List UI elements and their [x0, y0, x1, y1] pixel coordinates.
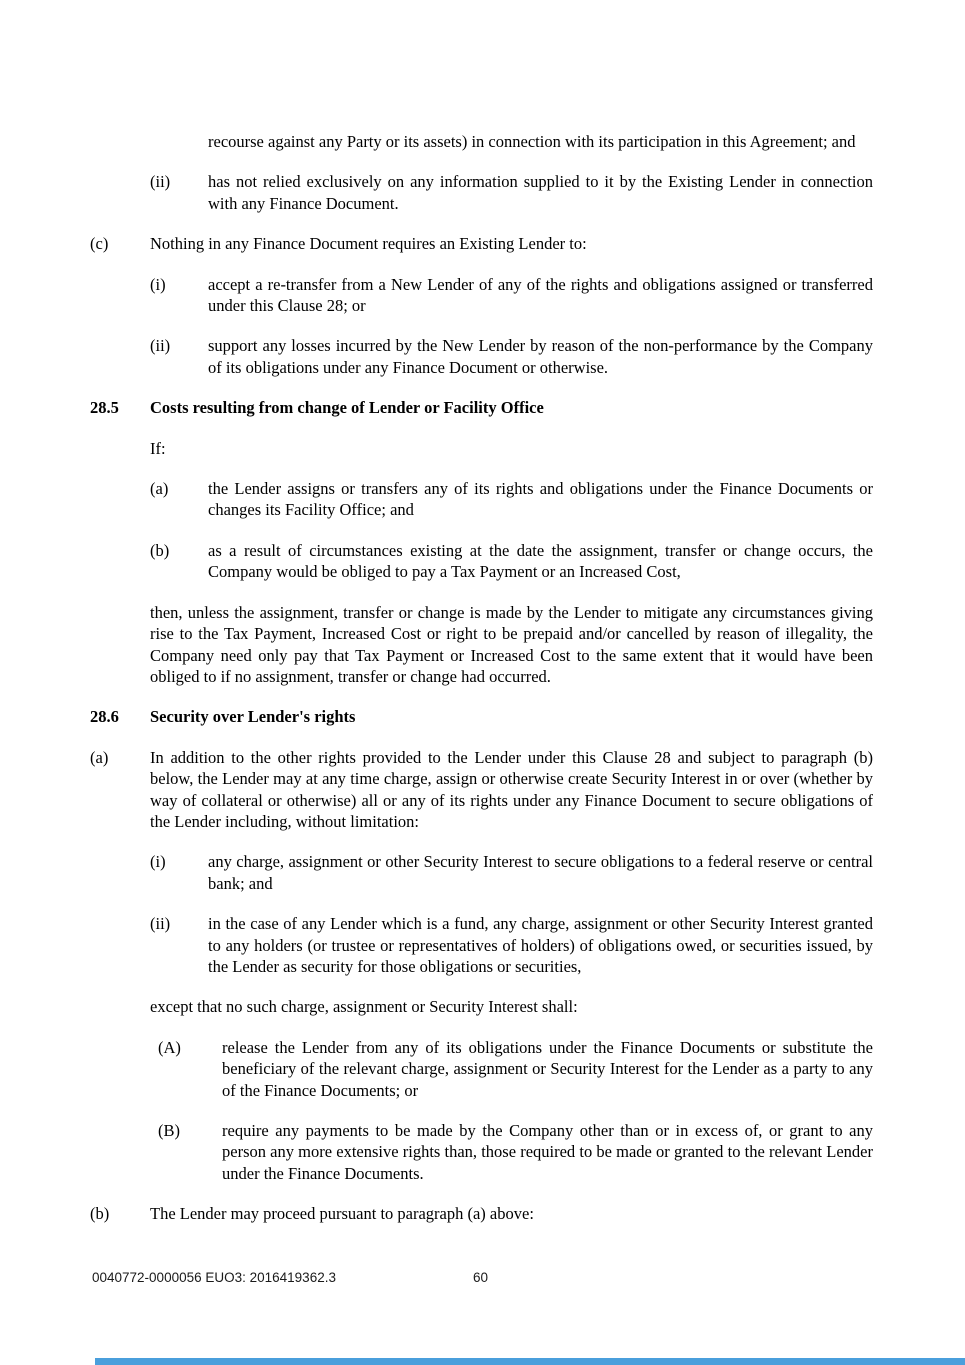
- clause-number: 28.6: [90, 707, 119, 727]
- paragraph-text: In addition to the other rights provided to the Lender under this Clause 28 and subject to paragraph (b) below, the Lender may at any time charge, assign or otherwise create Security Interest in or over (whether by way of collateral or otherwise) all or any of its rights under any Finance Document to secure obligations of the Lender including, without limitation:: [150, 747, 873, 831]
- list-marker: (i): [150, 852, 166, 872]
- paragraph-block: [0, 171, 873, 214]
- paragraph-text: except that no such charge, assignment or Security Interest shall:: [150, 997, 578, 1017]
- list-marker: (b): [90, 1204, 110, 1224]
- list-marker: (a): [150, 479, 169, 499]
- paragraph-text: The Lender may proceed pursuant to paragraph (a) above:: [150, 1204, 534, 1224]
- paragraph-block: [0, 335, 873, 378]
- paragraph-text: recourse against any Party or its assets) in connection with its participation in this Agreement; and: [208, 132, 856, 151]
- paragraph-block: [0, 233, 873, 254]
- paragraph-block: [0, 851, 873, 894]
- document-reference: 0040772-0000056 EUO3: 2016419362.3: [92, 1270, 336, 1285]
- paragraph-block: [0, 1203, 873, 1224]
- paragraph-text: any charge, assignment or other Security Interest to secure obligations to a federal reserve or central bank; and: [208, 852, 873, 893]
- section-heading: [0, 397, 873, 418]
- paragraph-block: [0, 274, 873, 317]
- selection-highlight-bar: [95, 1358, 965, 1365]
- list-marker: (A): [158, 1037, 181, 1057]
- list-marker: (c): [90, 234, 109, 254]
- paragraph-block: [0, 540, 873, 583]
- doc-body: [0, 131, 965, 1244]
- paragraph-block: [0, 131, 873, 152]
- paragraph-text: support any losses incurred by the New Lender by reason of the non-performance by the Company of its obligations under any Finance Document or otherwise.: [208, 336, 873, 377]
- list-marker: (B): [158, 1121, 180, 1140]
- paragraph-text: as a result of circumstances existing at the date the assignment, transfer or change occurs, the Company would be obliged to pay a Tax Payment or an Increased Cost,: [208, 540, 873, 582]
- list-marker: (b): [150, 540, 170, 560]
- paragraph-block: [0, 747, 873, 833]
- paragraph-block: [0, 602, 873, 688]
- page-number: 60: [473, 1270, 489, 1285]
- paragraph-text: accept a re-transfer from a New Lender of any of the rights and obligations assigned or transferred under this Clause 28; or: [208, 274, 873, 316]
- paragraph-block: [0, 996, 873, 1017]
- paragraph-block: [0, 438, 873, 459]
- paragraph-text: release the Lender from any of its obligations under the Finance Documents or substitute the beneficiary of the relevant charge, assignment or Security Interest for the Lender as a party to any of the Finance Documents; or: [222, 1037, 873, 1100]
- paragraph-text: then, unless the assignment, transfer or change is made by the Lender to mitigate any circumstances giving rise to the Tax Payment, Increased Cost or right to be prepaid and/or cancelled by reason of illegality, the Company need only pay that Tax Payment or Increased Cost to the same extent that it would have been obliged to if no assignment, transfer or change had occurred.: [150, 602, 873, 686]
- list-marker: (i): [150, 274, 166, 294]
- list-marker: (ii): [150, 336, 171, 356]
- list-marker: (a): [90, 747, 109, 767]
- section-heading: [0, 706, 873, 727]
- heading-text: Security over Lender's rights: [150, 707, 356, 727]
- list-marker: (ii): [150, 914, 171, 934]
- paragraph-text: If:: [150, 438, 166, 458]
- paragraph-block: [0, 1037, 873, 1101]
- paragraph-block: [0, 913, 873, 977]
- paragraph-text: Nothing in any Finance Document requires an Existing Lender to:: [150, 234, 587, 254]
- clause-number: 28.5: [90, 398, 119, 418]
- paragraph-text: the Lender assigns or transfers any of its rights and obligations under the Finance Documents or changes its Facility Office; and: [208, 479, 873, 520]
- paragraph-text: require any payments to be made by the Company other than or in excess of, or grant to any person any more extensive rights than, those required to be made or granted to the relevant Lender under the Finance Documents.: [222, 1121, 873, 1183]
- page-footer: [92, 1269, 873, 1286]
- paragraph-text: in the case of any Lender which is a fund, any charge, assignment or other Security Interest granted to any holders (or trustee or representatives of holders) of obligations owed, or securities issued, by the Lender as security for those obligations or securities,: [208, 914, 873, 976]
- paragraph-block: [0, 1120, 873, 1184]
- list-marker: (ii): [150, 172, 171, 192]
- paragraph-block: [0, 478, 873, 521]
- heading-text: Costs resulting from change of Lender or Facility Office: [150, 398, 544, 418]
- paragraph-text: has not relied exclusively on any information supplied to it by the Existing Lender in connection with any Finance Document.: [208, 172, 873, 213]
